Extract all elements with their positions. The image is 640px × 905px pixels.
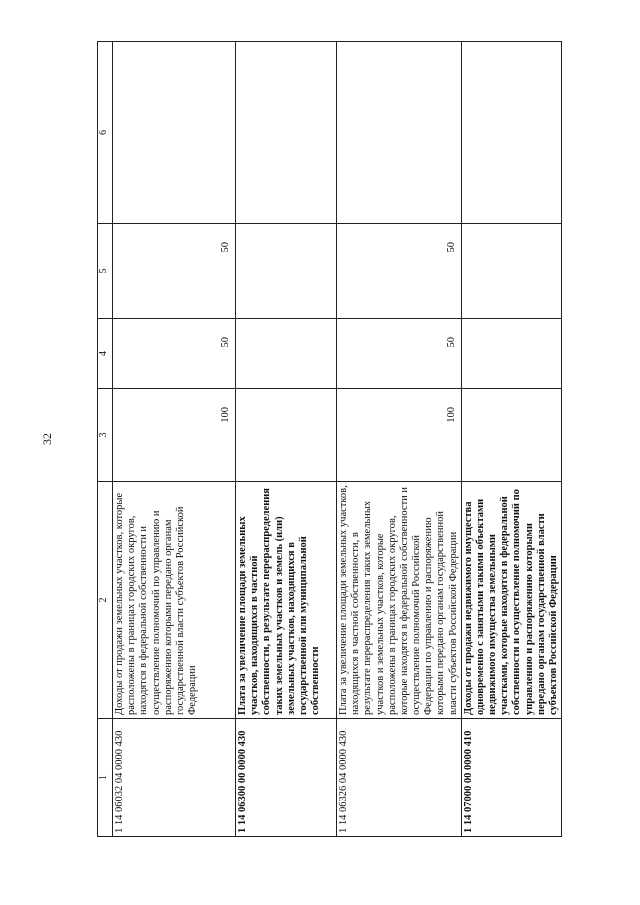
col-header: 2 (98, 482, 113, 719)
table-row (113, 42, 236, 837)
value-col4 (461, 319, 561, 389)
rotated-table-wrapper (97, 42, 559, 837)
value-col5: 50 (113, 224, 236, 319)
col-header: 4 (98, 319, 113, 389)
value-col6 (337, 42, 462, 224)
table-row (337, 42, 462, 837)
revenue-name: Плата за увеличение площади земельных участков, находящихся в частной собственности, в результате перераспределения таких земельных участков и земель (или) земельных участков, находящихся в государственной или муниципальной собственности (236, 482, 337, 719)
value-col3 (236, 389, 337, 482)
revenue-name: Доходы от продажи земельных участков, которые расположены в границах городских округов, находятся в федеральной собственности и осуществление полномочий по управлению и распоряжению которыми передано органам государственной власти субъектов Российской Федерации (113, 482, 236, 719)
value-col4: 50 (337, 319, 462, 389)
col-header: 3 (98, 389, 113, 482)
value-col3: 100 (113, 389, 236, 482)
table-row (236, 42, 337, 837)
value-col5 (236, 224, 337, 319)
value-col5: 50 (337, 224, 462, 319)
revenue-name: Плата за увеличение площади земельных участков, находящихся в частной собственности, в результате перераспределения таких земельных участков и земельных участков, которые расположены в границах городских округов, которые находятся в федеральной собственности и осуществление полномочий Российской Федерации по управлению и распоряжению которыми передано органам государственной власти субъектов Российской Федерации (337, 482, 462, 719)
value-col6 (113, 42, 236, 224)
value-col3 (461, 389, 561, 482)
revenue-table (97, 41, 562, 837)
value-col3: 100 (337, 389, 462, 482)
revenue-name: Доходы от продажи недвижимого имущества одновременно с занятыми такими объектами недвижимого имущества земельными участками, которые находятся в федеральной собственности и осуществление полномочий по управлению и распоряжению которыми передано органам государственной власти субъектов Российской Федерации (461, 482, 561, 719)
page-number: 32 (40, 433, 54, 445)
budget-code: 1 14 06300 00 0000 430 (236, 719, 337, 837)
value-col4: 50 (113, 319, 236, 389)
value-col4 (236, 319, 337, 389)
budget-code: 1 14 07000 00 0000 410 (461, 719, 561, 837)
col-header: 6 (98, 42, 113, 224)
col-header: 1 (98, 719, 113, 837)
column-number-row (98, 42, 113, 837)
budget-code: 1 14 06326 04 0000 430 (337, 719, 462, 837)
table-row (461, 42, 561, 837)
value-col6 (236, 42, 337, 224)
budget-code: 1 14 06032 04 0000 430 (113, 719, 236, 837)
value-col6 (461, 42, 561, 224)
value-col5 (461, 224, 561, 319)
col-header: 5 (98, 224, 113, 319)
